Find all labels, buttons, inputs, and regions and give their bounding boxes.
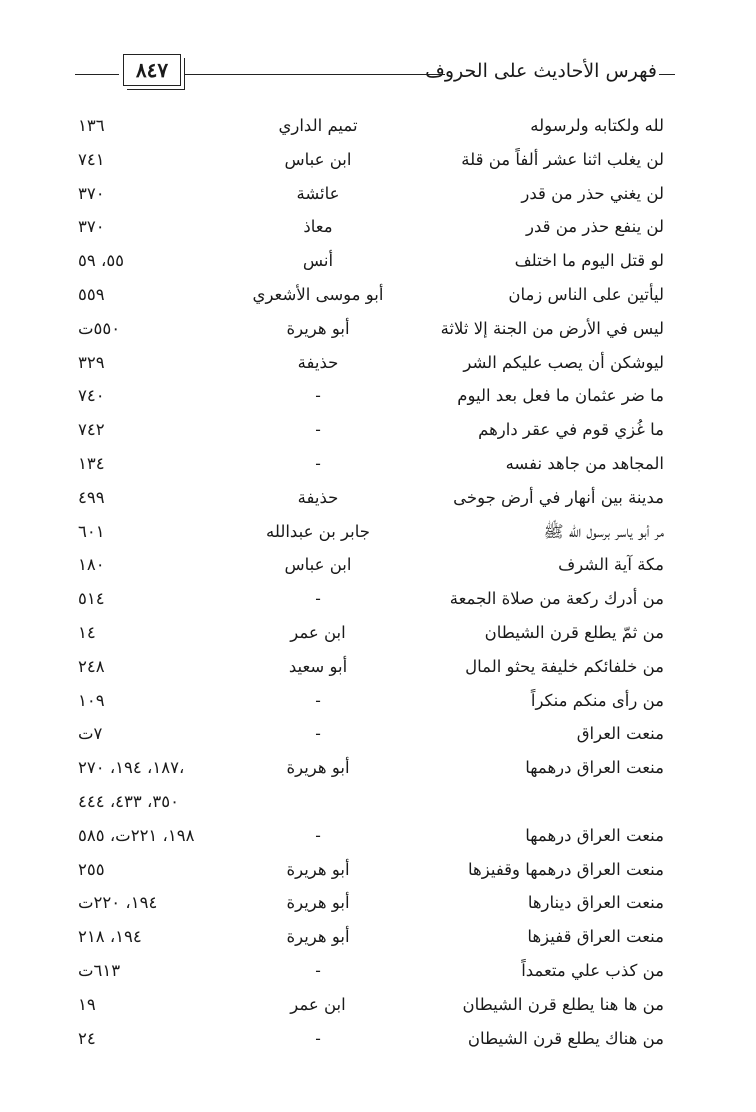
hadith-text: منعت العراق درهمها xyxy=(525,825,664,845)
page-references: ٣٧٠ xyxy=(78,183,105,203)
page-references: ٥٥٠ت xyxy=(78,318,121,338)
narrator-label: - xyxy=(315,825,321,845)
narrator-label: أبو هريرة xyxy=(286,758,350,778)
hadith-text: من رأى منكم منكراً xyxy=(530,690,664,710)
narrator-label: - xyxy=(315,453,321,473)
narrator-label: تميم الداري xyxy=(278,116,358,135)
page-references: ١٩٤، ٢٢٠ت xyxy=(78,893,158,913)
table-row xyxy=(0,955,756,989)
narrator-label: - xyxy=(315,589,321,609)
hadith-text: لله ولكتابه ولرسوله xyxy=(530,116,664,135)
table-row xyxy=(0,380,756,414)
narrator-label: ابن عمر xyxy=(290,994,346,1014)
page-title: فهرس الأحاديث على الحروف xyxy=(419,60,657,82)
table-row xyxy=(0,414,756,448)
page-references: ١٤ xyxy=(78,622,96,642)
page-references: ٣٥٠، ٤٣٣، ٤٤٤ xyxy=(78,791,179,811)
table-row xyxy=(0,313,756,347)
hadith-text: ما ضر عثمان ما فعل بعد اليوم xyxy=(457,386,664,406)
page-references: ١٣٦ xyxy=(78,116,105,135)
table-row xyxy=(0,110,756,144)
table-row xyxy=(0,279,756,313)
hadith-text: مكة آية الشرف xyxy=(558,555,664,575)
hadith-text: لن ينفع حذر من قدر xyxy=(525,217,664,237)
hadith-text: منعت العراق دينارها xyxy=(527,893,664,913)
narrator-label: أبو هريرة xyxy=(286,893,350,913)
header-rule-left xyxy=(75,74,119,75)
table-row xyxy=(0,989,756,1023)
narrator-label: ابن عباس xyxy=(284,555,352,575)
page-references: ٣٧٠ xyxy=(78,217,105,237)
hadith-text: لو قتل اليوم ما اختلف xyxy=(514,251,664,271)
table-row xyxy=(0,347,756,381)
page-references: ٤٩٩ xyxy=(78,487,105,507)
page-references: ٣٢٩ xyxy=(78,352,105,372)
hadith-text: ما غُزي قوم في عقر دارهم xyxy=(478,420,664,440)
hadith-text: منعت العراق xyxy=(576,724,664,744)
table-row xyxy=(0,651,756,685)
page-references: ٥٥، ٥٩ xyxy=(78,251,125,271)
page-number: ٨٤٧ xyxy=(123,54,181,86)
hadith-text: لن يغني حذر من قدر xyxy=(521,183,664,203)
hadith-text: من هناك يطلع قرن الشيطان xyxy=(467,1028,664,1048)
narrator-label: أبو هريرة xyxy=(286,318,350,338)
hadith-text: منعت العراق قفيزها xyxy=(527,927,664,947)
hadith-text: ليأتين على الناس زمان xyxy=(508,284,664,304)
hadith-text: منعت العراق درهمها وقفيزها xyxy=(468,859,664,879)
page-header xyxy=(75,52,675,92)
hadith-text: من ثمّ يطلع قرن الشيطان xyxy=(484,622,664,642)
page-references: ٧٤١ xyxy=(78,149,105,169)
table-row xyxy=(0,854,756,888)
narrator-label: جابر بن عبدالله xyxy=(266,521,370,541)
hadith-text: من خلفائكم خليفة يحثو المال xyxy=(465,656,664,676)
hadith-text: من ها هنا يطلع قرن الشيطان xyxy=(462,994,664,1014)
narrator-label: حذيفة xyxy=(297,487,339,507)
narrator-label: أبو هريرة xyxy=(286,927,350,947)
table-row xyxy=(0,448,756,482)
hadith-text: منعت العراق درهمها xyxy=(525,758,664,778)
table-row xyxy=(0,144,756,178)
page-references: ١٩٨، ٢٢١ت، ٥٨٥ xyxy=(78,825,195,845)
table-row xyxy=(0,245,756,279)
table-row xyxy=(0,820,756,854)
narrator-label: - xyxy=(315,1028,321,1048)
table-row xyxy=(0,887,756,921)
page-references: ٥١٤ xyxy=(78,589,105,609)
table-row xyxy=(0,617,756,651)
narrator-label: معاذ xyxy=(303,217,333,237)
page-references: ١٨٠ xyxy=(78,555,105,575)
hadith-text: من أدرك ركعة من صلاة الجمعة xyxy=(449,589,664,609)
page-references: ٧ت xyxy=(78,724,103,744)
narrator-label: ابن عمر xyxy=(290,622,346,642)
page-references: ٥٥٩ xyxy=(78,284,105,304)
header-rule-middle xyxy=(183,74,445,75)
table-row xyxy=(0,211,756,245)
hadith-index-table xyxy=(0,110,756,1056)
page-references: ٢٥٥ xyxy=(78,859,105,879)
hadith-text: لن يغلب اثنا عشر ألفاً من قلة xyxy=(461,149,664,169)
narrator-label: ابن عباس xyxy=(284,149,352,169)
table-row xyxy=(0,1023,756,1057)
page-references: ٧٤٠ xyxy=(78,386,105,406)
page-references: ٦٠١ xyxy=(78,521,105,541)
hadith-text: المجاهد من جاهد نفسه xyxy=(505,453,664,473)
narrator-label: أنس xyxy=(302,251,334,271)
narrator-label: - xyxy=(315,420,321,440)
header-rule-right xyxy=(659,74,675,75)
page-references: ٢٤ xyxy=(78,1028,96,1048)
hadith-text: ليوشكن أن يصب عليكم الشر xyxy=(463,352,664,372)
hadith-text: مدينة بين أنهار في أرض جوخى xyxy=(453,487,664,507)
hadith-text: من كذب علي متعمداً xyxy=(521,960,664,980)
page-references: ٢٤٨ xyxy=(78,656,105,676)
page-references: ١٩٤، ٢١٨ xyxy=(78,927,142,947)
page-references: ٧٤٢ xyxy=(78,420,105,440)
table-row xyxy=(0,752,756,786)
table-row xyxy=(0,482,756,516)
table-row xyxy=(0,516,756,550)
table-row xyxy=(0,685,756,719)
table-row xyxy=(0,718,756,752)
narrator-label: - xyxy=(315,386,321,406)
page-references: ١٠٩ xyxy=(78,690,105,710)
narrator-label: حذيفة xyxy=(297,352,339,372)
narrator-label: أبو هريرة xyxy=(286,859,350,879)
table-row xyxy=(0,921,756,955)
page-references: ١٩ xyxy=(78,994,96,1014)
table-row xyxy=(0,549,756,583)
page-references: ١٣٤ xyxy=(78,453,105,473)
narrator-label: - xyxy=(315,724,321,744)
table-row xyxy=(0,786,756,820)
page-references: ١٨٧، ١٩٤، ٢٧٠، xyxy=(78,758,185,778)
hadith-text: ليس في الأرض من الجنة إلا ثلاثة xyxy=(440,318,664,338)
page-references: ٦١٣ت xyxy=(78,960,121,980)
table-row xyxy=(0,583,756,617)
narrator-label: عائشة xyxy=(296,183,340,203)
narrator-label: - xyxy=(315,960,321,980)
table-row xyxy=(0,178,756,212)
hadith-text: مر أبو ياسر برسول الله ﷺ xyxy=(543,521,664,541)
narrator-label: أبو سعيد xyxy=(288,656,348,676)
narrator-label: - xyxy=(315,690,321,710)
narrator-label: أبو موسى الأشعري xyxy=(252,284,384,304)
